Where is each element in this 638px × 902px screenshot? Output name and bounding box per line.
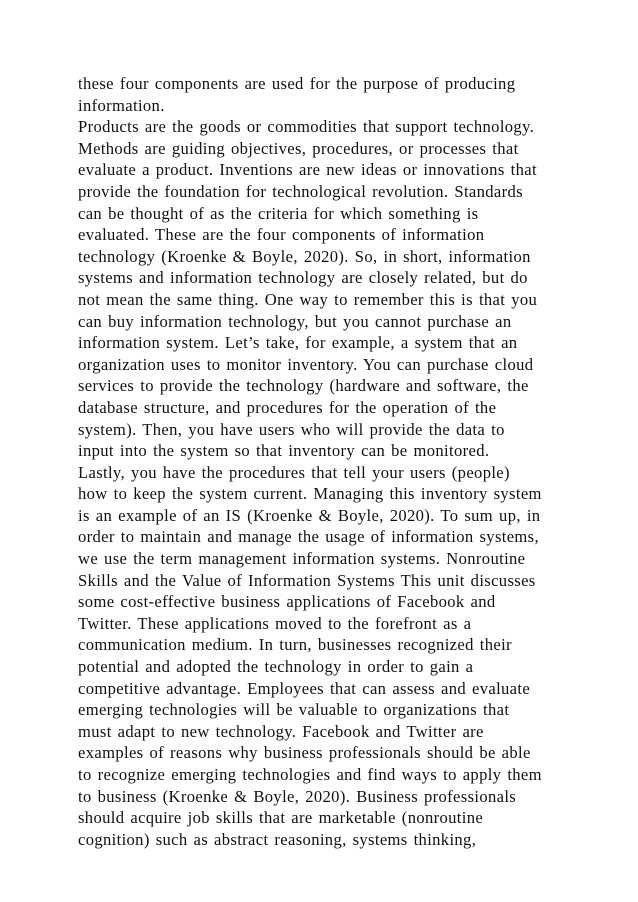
text-line: order to maintain and manage the usage of information systems, xyxy=(78,527,539,547)
text-line: organization uses to monitor inventory. You can purchase cloud xyxy=(78,354,534,374)
text-line: Skills and the Value of Information Systems This unit discusses xyxy=(78,570,536,590)
text-line: to business (Kroenke & Boyle, 2020). Business professionals xyxy=(78,786,517,806)
text-line: cognition) such as abstract reasoning, systems thinking, xyxy=(78,829,477,849)
text-line: information. xyxy=(78,95,165,115)
text-line: not mean the same thing. One way to remember this is that you xyxy=(78,289,538,309)
text-line: Methods are guiding objectives, procedures, or processes that xyxy=(78,138,519,158)
text-line: evaluate a product. Inventions are new ideas or innovations that xyxy=(78,160,537,180)
text-line: provide the foundation for technological revolution. Standards xyxy=(78,181,523,201)
text-line: potential and adopted the technology in order to gain a xyxy=(78,657,474,677)
text-line: some cost-effective business applications of Facebook and xyxy=(78,592,496,612)
text-line: must adapt to new technology. Facebook and Twitter are xyxy=(78,721,484,741)
text-line: database structure, and procedures for the operation of the xyxy=(78,397,497,417)
text-line: information system. Let’s take, for example, a system that an xyxy=(78,333,518,353)
text-line: Lastly, you have the procedures that tell your users (people) xyxy=(78,462,510,482)
text-line: can be thought of as the criteria for which something is xyxy=(78,203,479,223)
text-line: technology (Kroenke & Boyle, 2020). So, in short, information xyxy=(78,246,531,266)
text-line: Products are the goods or commodities that support technology. xyxy=(78,117,535,137)
body-text xyxy=(78,73,568,850)
text-line: should acquire job skills that are marketable (nonroutine xyxy=(78,808,484,828)
text-line: systems and information technology are closely related, but do xyxy=(78,268,528,288)
text-line: examples of reasons why business professionals should be able xyxy=(78,743,531,763)
text-line: is an example of an IS (Kroenke & Boyle, 2020). To sum up, in xyxy=(78,505,541,525)
text-line: we use the term management information systems. Nonroutine xyxy=(78,549,526,569)
text-line: system). Then, you have users who will provide the data to xyxy=(78,419,505,439)
text-line: evaluated. These are the four components of information xyxy=(78,225,485,245)
text-line: can buy information technology, but you cannot purchase an xyxy=(78,311,512,331)
text-line: emerging technologies will be valuable to organizations that xyxy=(78,700,510,720)
text-line: Twitter. These applications moved to the forefront as a xyxy=(78,613,472,633)
text-line: communication medium. In turn, businesses recognized their xyxy=(78,635,512,655)
text-line: input into the system so that inventory can be monitored. xyxy=(78,441,490,461)
text-line: these four components are used for the purpose of producing xyxy=(78,74,516,93)
text-line: services to provide the technology (hardware and software, the xyxy=(78,376,529,396)
text-line: to recognize emerging technologies and find ways to apply them xyxy=(78,765,542,784)
text-line: how to keep the system current. Managing this inventory system xyxy=(78,484,542,504)
text-line: competitive advantage. Employees that can assess and evaluate xyxy=(78,678,531,698)
